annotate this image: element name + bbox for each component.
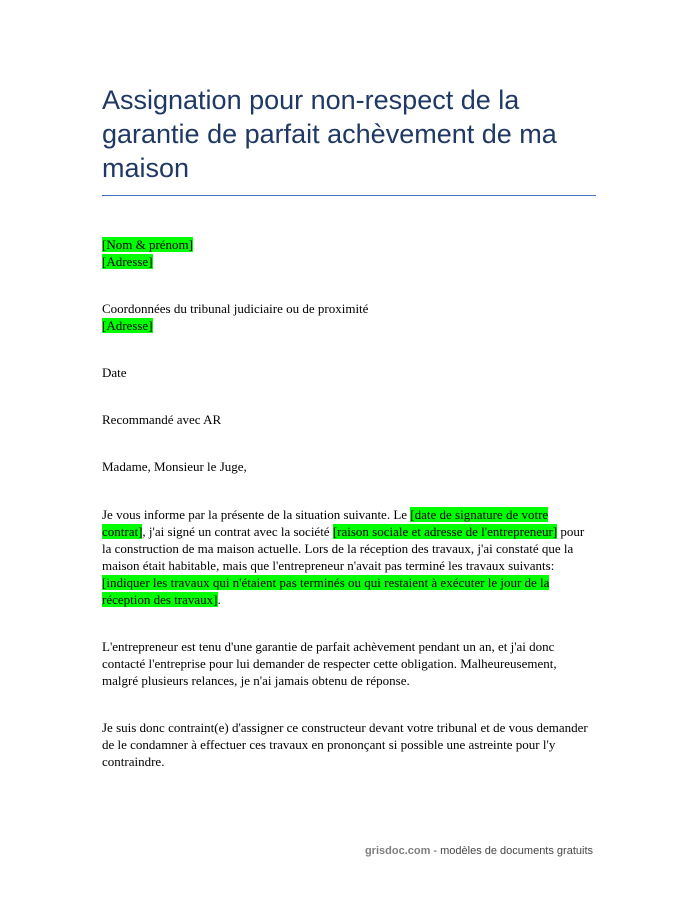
paragraph1-text-1: Je vous informe par la présente de la situation suivante. Le <box>102 507 411 522</box>
recipient-block <box>102 300 594 334</box>
recipient-address: [Adresse] <box>102 318 153 333</box>
placeholder-contractor: [raison sociale et adresse de l'entrepreneur] <box>332 524 558 539</box>
sender-block <box>102 236 594 270</box>
paragraph-situation <box>102 506 594 608</box>
paragraph1-text-4: . <box>217 592 221 607</box>
paragraph1-text-3: pour la construction de ma maison actuelle. Lors de la réception des travaux, j'ai constaté que la maison était habitable, mais que l'entrepreneur n'avait pas terminé les travaux suivants: <box>102 524 585 573</box>
placeholder-unfinished-work: [indiquer les travaux qui n'étaient pas terminés ou qui restaient à exécuter le jour de la réception des travaux] <box>102 575 550 607</box>
mail-mode: Recommandé avec AR <box>102 412 222 427</box>
sender-address: [Adresse] <box>102 254 153 269</box>
document-title: Assignation pour non-respect de la garantie de parfait achèvement de ma maison <box>102 85 557 183</box>
recipient-line: Coordonnées du tribunal judiciaire ou de proximité <box>102 301 369 316</box>
sender-name: [Nom & prénom] <box>102 237 193 252</box>
paragraph-assignation: Je suis donc contraint(e) d'assigner ce constructeur devant votre tribunal et de vous demander de le condamner à effectuer ces travaux en prononçant si possible une astreinte pour l'y contraindre. <box>102 720 588 769</box>
footer-brand-link[interactable]: grisdoc.com <box>364 845 431 857</box>
salutation: Madame, Monsieur le Juge, <box>102 459 247 474</box>
paragraph-guarantee: L'entrepreneur est tenu d'une garantie de parfait achèvement pendant un an, et j'ai donc contacté l'entreprise pour lui demander de respecter cette obligation. Malheureusement, malgré plusieurs relances, je n'ai jamais obtenu de réponse. <box>102 639 557 688</box>
date-label: Date <box>102 365 127 380</box>
paragraph1-text-2: , j'ai signé un contrat avec la société <box>142 524 333 539</box>
footer-tagline: - modèles de documents gratuits <box>430 845 593 857</box>
footer <box>365 845 593 857</box>
placeholder-contract-date: [date de signature de votre contrat] <box>102 507 549 539</box>
title-divider <box>102 195 596 196</box>
